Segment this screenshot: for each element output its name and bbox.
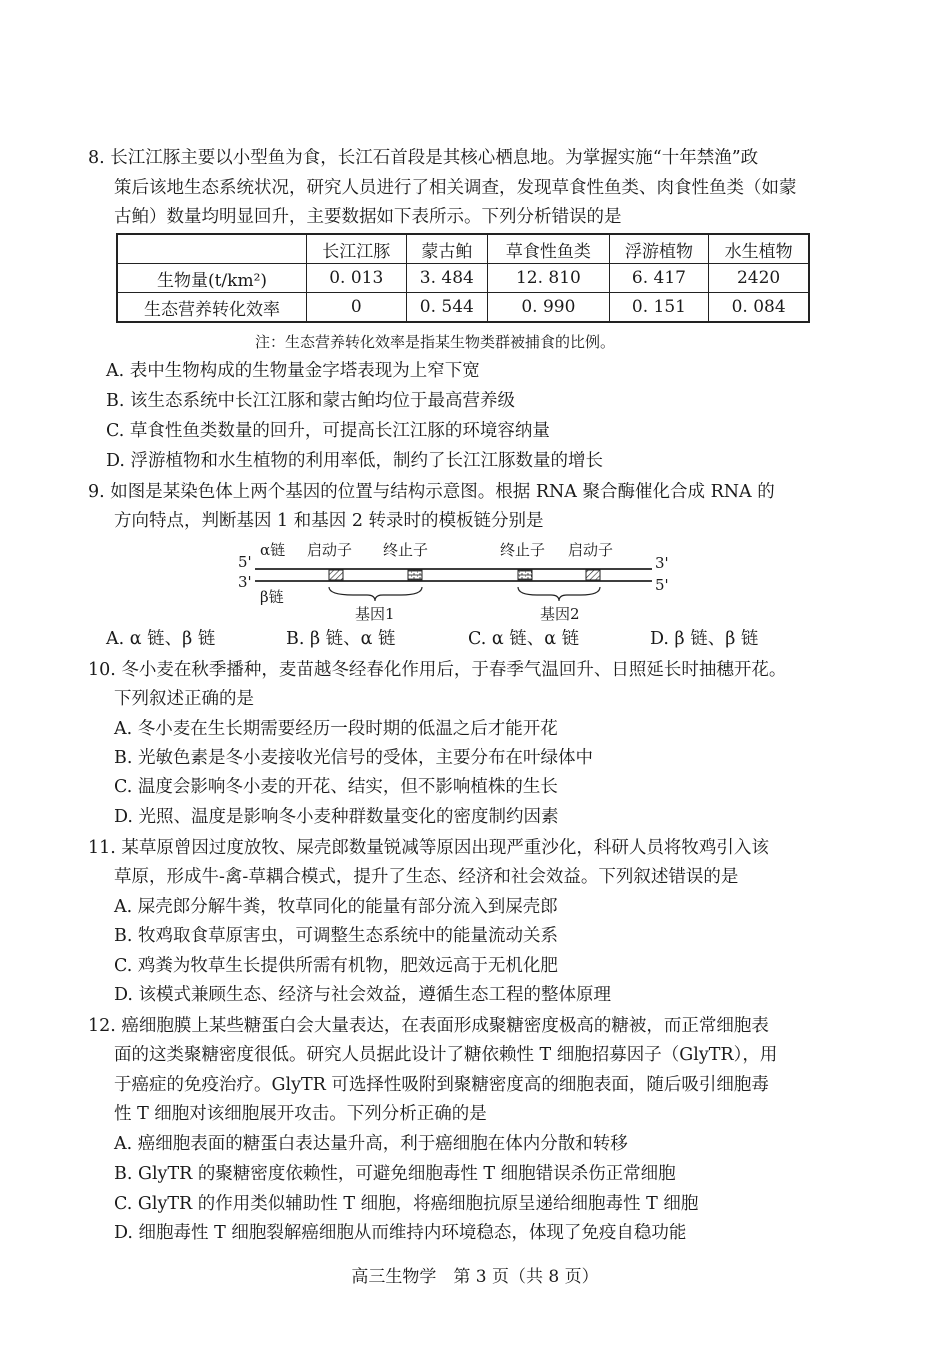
q11-option-d: D. 该模式兼顾生态、经济与社会效益，遵循生态工程的整体原理 xyxy=(114,985,612,1005)
table-cell: 生物量(t/km²) xyxy=(117,264,307,293)
beta-strand-label: β链 xyxy=(260,588,284,606)
table-note: 注：生态营养转化效率是指某生物类群被捕食的比例。 xyxy=(255,333,616,351)
gene2-promoter-box xyxy=(586,570,600,580)
table-header-cell: 水生植物 xyxy=(709,234,809,264)
q9-option-b: B. β 链、α 链 xyxy=(286,629,396,649)
q8-stem-line-3: 古鲌）数量均明显回升，主要数据如下表所示。下列分析错误的是 xyxy=(114,207,622,227)
q12-stem-line-1: 12. 癌细胞膜上某些糖蛋白会大量表达，在表面形成聚糖密度极高的糖被，而正常细胞表 xyxy=(88,1016,769,1036)
q10-option-b: B. 光敏色素是冬小麦接收光信号的受体，主要分布在叶绿体中 xyxy=(114,748,593,768)
q12-option-a: A. 癌细胞表面的糖蛋白表达量升高，利于癌细胞在体内分散和转移 xyxy=(114,1134,628,1154)
gene2-label: 基因2 xyxy=(540,605,580,623)
table-header-cell: 蒙古鲌 xyxy=(406,234,488,264)
table-row xyxy=(117,293,809,323)
table-cell: 0. 544 xyxy=(406,293,488,323)
three-prime-label-right-top: 3' xyxy=(655,554,669,572)
q12-option-d: D. 细胞毒性 T 细胞裂解癌细胞从而维持内环境稳态，体现了免疫自稳功能 xyxy=(114,1223,687,1243)
table-row xyxy=(117,264,809,293)
q10-option-a: A. 冬小麦在生长期需要经历一段时期的低温之后才能开花 xyxy=(114,719,558,739)
biomass-table xyxy=(116,233,810,323)
five-prime-label-right-bottom: 5' xyxy=(655,576,669,594)
q8-stem-line-1: 8. 长江江豚主要以小型鱼为食，长江石首段是其核心栖息地。为掌握实施“十年禁渔”政 xyxy=(88,148,759,168)
q8-option-a: A. 表中生物构成的生物量金字塔表现为上窄下宽 xyxy=(106,361,480,381)
q9-stem-line-2: 方向特点，判断基因 1 和基因 2 转录时的模板链分别是 xyxy=(114,511,544,531)
table-cell: 生态营养转化效率 xyxy=(117,293,307,323)
three-prime-label-left-bottom: 3' xyxy=(238,573,252,591)
q8-option-b: B. 该生态系统中长江江豚和蒙古鲌均位于最高营养级 xyxy=(106,391,515,411)
table-cell: 0. 990 xyxy=(488,293,610,323)
q11-stem-line-2: 草原，形成牛-禽-草耦合模式，提升了生态、经济和社会效益。下列叙述错误的是 xyxy=(114,867,739,887)
q12-option-c: C. GlyTR 的作用类似辅助性 T 细胞，将癌细胞抗原呈递给细胞毒性 T 细胞 xyxy=(114,1194,699,1214)
q10-stem-line-2: 下列叙述正确的是 xyxy=(114,689,254,709)
gene1-terminator-box xyxy=(408,570,422,580)
gene2-terminator-label: 终止子 xyxy=(500,541,546,559)
table-header-cell: 长江江豚 xyxy=(307,234,407,264)
table-header-cell xyxy=(117,234,307,264)
table-cell: 6. 417 xyxy=(609,264,709,293)
q9-option-a: A. α 链、β 链 xyxy=(106,629,216,649)
page-footer: 高三生物学 第 3 页（共 8 页） xyxy=(351,1267,599,1287)
q8-option-c: C. 草食性鱼类数量的回升，可提高长江江豚的环境容纳量 xyxy=(106,421,550,441)
table-header-cell: 浮游植物 xyxy=(609,234,709,264)
q8-option-d: D. 浮游植物和水生植物的利用率低，制约了长江江豚数量的增长 xyxy=(106,451,604,471)
q9-option-d: D. β 链、β 链 xyxy=(650,629,759,649)
gene2-promoter-label: 启动子 xyxy=(568,541,614,559)
q11-stem-line-1: 11. 某草原曾因过度放牧、屎壳郎数量锐减等原因出现严重沙化，科研人员将牧鸡引入该 xyxy=(88,838,769,858)
table-cell: 3. 484 xyxy=(406,264,488,293)
gene2-brace xyxy=(518,587,600,601)
table-header-row xyxy=(117,234,809,264)
table-header-cell: 草食性鱼类 xyxy=(488,234,610,264)
gene1-promoter-label: 启动子 xyxy=(307,541,353,559)
q11-option-c: C. 鸡粪为牧草生长提供所需有机物，肥效远高于无机化肥 xyxy=(114,956,558,976)
gene1-promoter-box xyxy=(329,570,343,580)
q11-option-a: A. 屎壳郎分解牛粪，牧草同化的能量有部分流入到屎壳郎 xyxy=(114,897,558,917)
q9-stem-line-1: 9. 如图是某染色体上两个基因的位置与结构示意图。根据 RNA 聚合酶催化合成 RNA 的 xyxy=(88,482,775,502)
q12-option-b: B. GlyTR 的聚糖密度依赖性，可避免细胞毒性 T 细胞错误杀伤正常细胞 xyxy=(114,1164,676,1184)
gene-structure-diagram xyxy=(225,537,695,627)
alpha-strand-label: α链 xyxy=(260,541,286,559)
q10-option-c: C. 温度会影响冬小麦的开花、结实，但不影响植株的生长 xyxy=(114,777,558,797)
q12-stem-line-2: 面的这类聚糖密度很低。研究人员据此设计了糖依赖性 T 细胞招募因子（GlyTR），用 xyxy=(114,1045,778,1065)
table-cell: 12. 810 xyxy=(488,264,610,293)
q9-option-c: C. α 链、α 链 xyxy=(468,629,580,649)
table-cell: 0. 013 xyxy=(307,264,407,293)
q12-stem-line-3: 于癌症的免疫治疗。GlyTR 可选择性吸附到聚糖密度高的细胞表面，随后吸引细胞毒 xyxy=(114,1075,769,1095)
q12-stem-line-4: 性 T 细胞对该细胞展开攻击。下列分析正确的是 xyxy=(114,1104,487,1124)
q11-option-b: B. 牧鸡取食草原害虫，可调整生态系统中的能量流动关系 xyxy=(114,926,558,946)
five-prime-label-left-top: 5' xyxy=(238,553,252,571)
table-cell: 0 xyxy=(307,293,407,323)
gene1-label: 基因1 xyxy=(355,605,395,623)
q10-option-d: D. 光照、温度是影响冬小麦种群数量变化的密度制约因素 xyxy=(114,807,559,827)
gene2-terminator-box xyxy=(518,570,532,580)
table-cell: 0. 084 xyxy=(709,293,809,323)
gene1-brace xyxy=(329,587,422,601)
gene1-terminator-label: 终止子 xyxy=(383,541,429,559)
table-cell: 0. 151 xyxy=(609,293,709,323)
table-cell: 2420 xyxy=(709,264,809,293)
q10-stem-line-1: 10. 冬小麦在秋季播种，麦苗越冬经春化作用后，于春季气温回升、日照延长时抽穗开花。 xyxy=(88,660,787,680)
q8-stem-line-2: 策后该地生态系统状况，研究人员进行了相关调查，发现草食性鱼类、肉食性鱼类（如蒙 xyxy=(114,178,797,198)
